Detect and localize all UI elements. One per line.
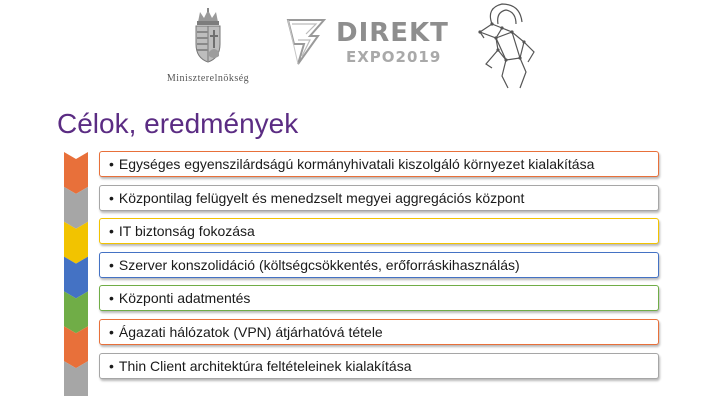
list-item-text: Egységes egyenszilárdságú kormányhivatali kiszolgáló környezet kialakítása — [118, 156, 595, 172]
bullet-icon: • — [109, 223, 114, 240]
bullet-icon: • — [109, 189, 114, 206]
list-item — [99, 151, 659, 177]
ibex-logo-icon — [462, 2, 542, 92]
bullet-icon: • — [109, 156, 114, 172]
chevron-process-column — [64, 152, 88, 396]
list-item — [99, 185, 659, 211]
direkt-wordmark: DIREKT — [336, 18, 449, 48]
government-logo-text: Miniszterelnökség — [166, 73, 250, 84]
list-item — [99, 319, 659, 345]
slide-title: Célok, eredmények — [57, 108, 299, 139]
expo-wordmark: EXPO2019 — [346, 48, 442, 66]
list-item-text: Ágazati hálózatok (VPN) átjárhatóvá tétele — [118, 324, 383, 340]
chevron-segment — [64, 152, 88, 194]
bullet-icon: • — [109, 290, 114, 307]
bullet-icon: • — [109, 357, 114, 374]
hungarian-crest-icon — [188, 8, 228, 64]
direkt-emblem-icon — [284, 14, 338, 72]
government-logo — [150, 8, 266, 88]
list-item-text: Központilag felügyelt és menedzselt megyei aggregációs központ — [118, 189, 525, 206]
bullet-icon: • — [109, 324, 114, 340]
header-logos — [0, 0, 720, 100]
list-item — [99, 252, 659, 278]
list-item-text: IT biztonság fokozása — [118, 223, 255, 240]
list-item — [99, 218, 659, 244]
list-item-text: Szerver konszolidáció (költségcsökkentés, erőforráskihasználás) — [118, 256, 520, 273]
list-item-text: Központi adatmentés — [118, 290, 251, 307]
list-item — [99, 285, 659, 311]
list-item-text: Thin Client architektúra feltételeinek kialakítása — [118, 357, 412, 374]
bullet-icon: • — [109, 256, 114, 273]
list-item — [99, 353, 659, 379]
direkt-expo-logo — [284, 14, 449, 74]
